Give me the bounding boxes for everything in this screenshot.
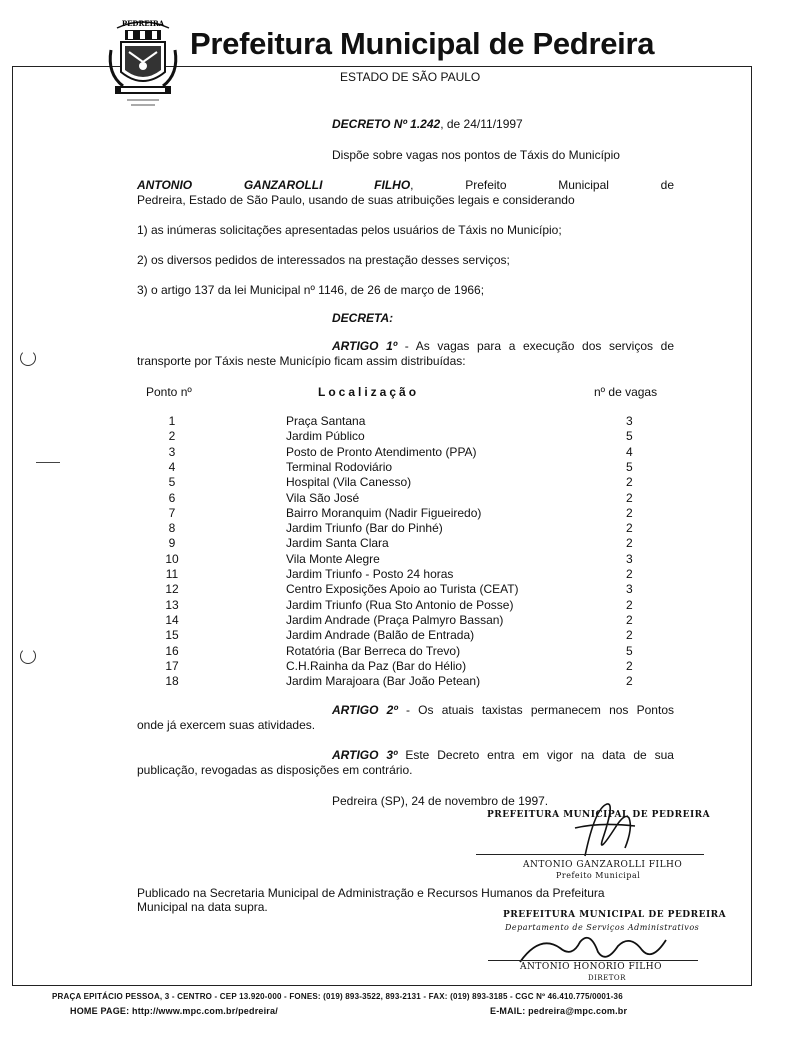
row-vagas: 2 <box>626 674 633 689</box>
row-ponto: 14 <box>165 612 179 627</box>
row-vagas: 3 <box>626 582 633 597</box>
publication-note-2: Municipal na data supra. <box>137 900 268 914</box>
row-vagas: 2 <box>626 612 633 627</box>
table-row <box>0 491 800 506</box>
row-ponto: 9 <box>168 536 176 551</box>
row-localizacao: Terminal Rodoviário <box>286 459 393 474</box>
article-2-text-a: - Os atuais taxistas permanecem nos Pontos <box>405 703 674 717</box>
row-ponto: 16 <box>165 643 179 658</box>
table-row <box>0 475 800 490</box>
table-row <box>0 674 800 689</box>
table-row <box>0 536 800 551</box>
row-localizacao: Rotatória (Bar Berreca do Trevo) <box>286 643 461 658</box>
article-1-label: ARTIGO 1º <box>332 339 398 353</box>
row-vagas: 2 <box>626 536 633 551</box>
row-ponto: 13 <box>165 597 179 612</box>
row-vagas: 2 <box>626 567 633 581</box>
consideration-1: 1) as inúmeras solicitações apresentadas pelos usuários de Táxis no Município; <box>137 223 562 237</box>
page-title: Prefeitura Municipal de Pedreira <box>190 26 655 61</box>
consideration-3: 3) o artigo 137 da lei Municipal nº 1146, de 26 de março de 1966; <box>137 283 485 297</box>
row-localizacao: Jardim Marajoara (Bar João Petean) <box>286 674 481 689</box>
row-ponto: 12 <box>165 582 179 597</box>
director-name: ANTONIO HONORIO FILHO <box>520 962 662 972</box>
table-row <box>0 613 800 628</box>
table-row <box>0 582 800 597</box>
decree-number: DECRETO Nº 1.242 <box>332 117 441 131</box>
director-stamp: PREFEITURA MUNICIPAL DE PEDREIRA <box>503 910 727 920</box>
crest-text: PEDREIRA <box>121 19 165 28</box>
article-3-label: ARTIGO 3º <box>332 748 398 762</box>
row-ponto: 7 <box>168 505 176 520</box>
mayor-name: ANTONIO GANZAROLLI FILHO <box>137 178 411 192</box>
article-2-label: ARTIGO 2º <box>332 703 398 717</box>
state-label: ESTADO DE SÃO PAULO <box>340 70 481 84</box>
footer-homepage: HOME PAGE: http://www.mpc.com.br/pedreira/ <box>70 1006 278 1016</box>
consideration-2: 2) os diversos pedidos de interessados na prestação desses serviços; <box>137 253 510 267</box>
row-vagas: 3 <box>626 414 633 428</box>
article-2-line-2: onde já exercem suas atividades. <box>137 718 316 732</box>
intro-rest: , Prefeito Municipal de <box>410 178 674 192</box>
row-localizacao: Jardim Andrade (Praça Palmyro Bassan) <box>286 612 504 627</box>
header-vagas: nº de vagas <box>594 385 658 399</box>
row-localizacao: Bairro Moranquim (Nadir Figueiredo) <box>286 505 482 520</box>
row-localizacao: Praça Santana <box>286 414 366 428</box>
row-vagas: 5 <box>626 643 633 658</box>
row-vagas: 2 <box>626 490 633 505</box>
row-ponto: 2 <box>168 429 176 444</box>
row-ponto: 17 <box>165 658 179 673</box>
row-localizacao: Jardim Triunfo (Bar do Pinhé) <box>286 521 443 536</box>
row-vagas: 2 <box>626 597 633 612</box>
row-localizacao: Jardim Santa Clara <box>286 536 389 551</box>
table-row <box>0 659 800 674</box>
row-localizacao: Vila São José <box>286 490 360 505</box>
article-1-text-a: - As vagas para a execução dos serviços de <box>404 339 674 353</box>
table-row <box>0 552 800 567</box>
row-ponto: 6 <box>168 490 176 505</box>
table-row <box>0 414 800 429</box>
row-vagas: 2 <box>626 658 633 673</box>
table-row <box>0 628 800 643</box>
article-3-line-2: publicação, revogadas as disposições em contrário. <box>137 763 413 777</box>
row-vagas: 5 <box>626 429 633 444</box>
margin-mark <box>36 462 60 463</box>
place-and-date: Pedreira (SP), 24 de novembro de 1997. <box>332 794 549 808</box>
row-localizacao: Vila Monte Alegre <box>286 551 380 566</box>
row-vagas: 2 <box>626 628 633 643</box>
mayor-signature-line <box>476 854 704 855</box>
header-localizacao: Localização <box>318 385 420 399</box>
row-ponto: 15 <box>165 628 179 643</box>
row-localizacao: Posto de Pronto Atendimento (PPA) <box>286 444 477 459</box>
mayor-signature-name: ANTONIO GANZAROLLI FILHO <box>523 860 683 870</box>
mayor-stamp: PREFEITURA MUNICIPAL DE PEDREIRA <box>487 810 711 820</box>
row-ponto: 1 <box>168 414 176 428</box>
decree-heading <box>332 117 523 131</box>
decree-date: , de 24/11/1997 <box>440 117 523 131</box>
row-localizacao: Jardim Triunfo (Rua Sto Antonio de Posse) <box>286 597 514 612</box>
mayor-signature-role: Prefeito Municipal <box>556 871 641 880</box>
row-ponto: 4 <box>168 459 176 474</box>
article-3-text-a: Este Decreto entra em vigor na data de sua <box>405 748 674 762</box>
table-row <box>0 460 800 475</box>
row-vagas: 2 <box>626 505 633 520</box>
header-ponto: Ponto nº <box>146 385 192 399</box>
row-ponto: 11 <box>165 567 179 581</box>
intro-line-2: Pedreira, Estado de São Paulo, usando de suas atribuições legais e considerando <box>137 193 575 207</box>
director-role: DIRETOR <box>588 974 626 982</box>
row-vagas: 4 <box>626 444 633 459</box>
punch-hole-bottom <box>20 648 36 664</box>
mayor-signature-icon <box>545 798 645 860</box>
row-localizacao: C.H.Rainha da Paz (Bar do Hélio) <box>286 658 467 673</box>
row-vagas: 2 <box>626 521 633 536</box>
decree-summary: Dispõe sobre vagas nos pontos de Táxis do Município <box>332 148 620 162</box>
row-vagas: 3 <box>626 551 633 566</box>
row-localizacao: Jardim Público <box>286 429 365 444</box>
table-row <box>0 429 800 444</box>
director-signature-line <box>488 960 698 961</box>
article-3-line-1 <box>137 748 674 763</box>
row-localizacao: Hospital (Vila Canesso) <box>286 475 412 490</box>
row-localizacao: Jardim Andrade (Balão de Entrada) <box>286 628 475 643</box>
table-row <box>0 598 800 613</box>
publication-note-1: Publicado na Secretaria Municipal de Administração e Recursos Humanos da Prefeitura <box>137 886 605 900</box>
table-header <box>0 385 800 400</box>
row-localizacao: Centro Exposições Apoio ao Turista (CEAT) <box>286 582 519 597</box>
punch-hole-top <box>20 350 36 366</box>
article-2-line-1 <box>137 703 674 718</box>
row-ponto: 5 <box>168 475 176 490</box>
table-row <box>0 567 800 582</box>
footer-email: E-MAIL: pedreira@mpc.com.br <box>490 1006 628 1016</box>
table-row <box>0 506 800 521</box>
row-ponto: 3 <box>168 444 176 459</box>
coat-of-arms-icon <box>103 14 183 110</box>
row-ponto: 18 <box>165 674 179 689</box>
decreta-label: DECRETA: <box>332 311 394 325</box>
article-1-line-2: transporte por Táxis neste Município ficam assim distribuídas: <box>137 354 466 368</box>
row-vagas: 2 <box>626 475 633 490</box>
row-ponto: 8 <box>168 521 176 536</box>
article-1-line-1 <box>137 339 674 354</box>
row-localizacao: Jardim Triunfo - Posto 24 horas <box>286 567 454 581</box>
row-ponto: 10 <box>165 551 179 566</box>
table-row <box>0 445 800 460</box>
footer-address: PRAÇA EPITÁCIO PESSOA, 3 - CENTRO - CEP 13.920-000 - FONES: (019) 893-3522, 893-2131 - FAX: (019) 893-3185 - CGC Nº 46.410.775/0001-36 <box>52 992 623 1001</box>
table-row <box>0 644 800 659</box>
row-vagas: 5 <box>626 459 633 474</box>
table-row <box>0 521 800 536</box>
intro-line-1 <box>137 178 674 193</box>
director-department: Departamento de Serviços Administrativos <box>505 923 700 932</box>
